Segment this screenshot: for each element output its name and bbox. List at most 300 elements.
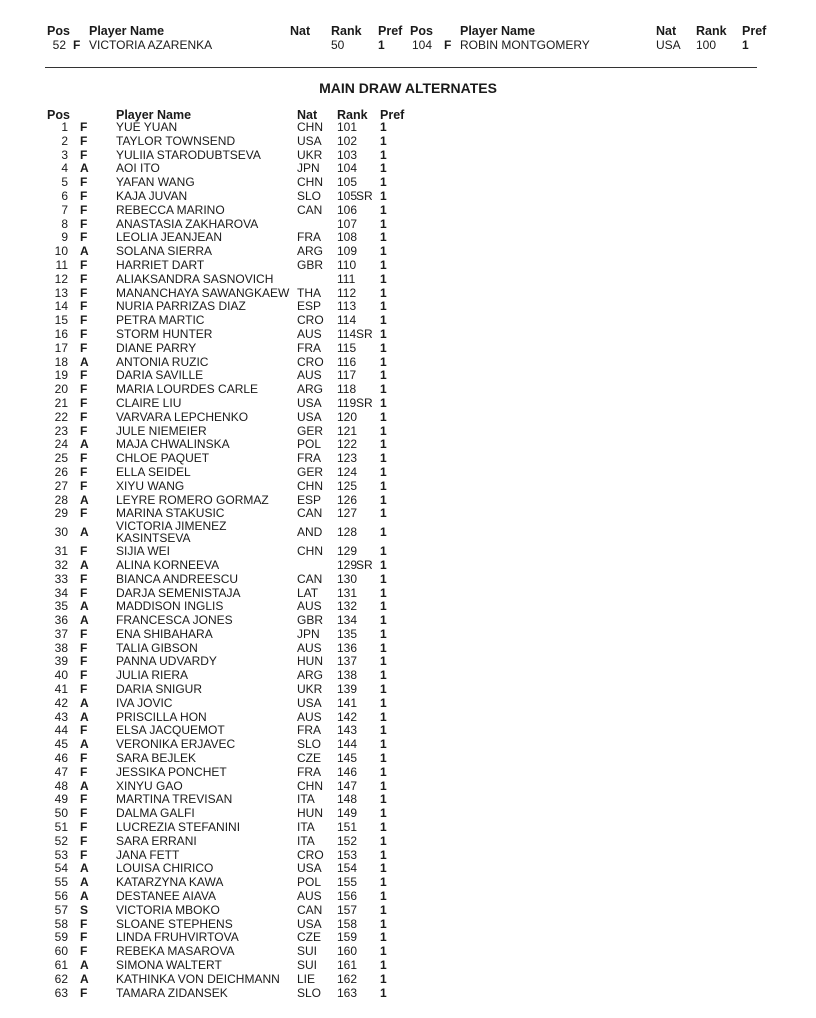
- header-nat: Nat: [290, 24, 311, 38]
- row-pos: 20: [54, 382, 68, 397]
- row-player-name: JULIA RIERA: [116, 668, 189, 683]
- row-pref: 1: [380, 916, 387, 931]
- table-row: [0, 862, 816, 876]
- row-rank: 143: [337, 723, 358, 738]
- row-pref: 1: [380, 464, 387, 479]
- row-pos: 32: [54, 557, 68, 572]
- row-pos: 53: [54, 847, 68, 862]
- row-rank: 162: [337, 971, 358, 986]
- alt-header-pref: Pref: [380, 108, 405, 122]
- header-rank: Rank: [331, 24, 362, 38]
- row-pos: 13: [54, 285, 68, 300]
- table-row: [0, 273, 816, 287]
- table-row: [0, 711, 816, 725]
- row-pos: 51: [54, 820, 68, 835]
- row-rank: 103: [337, 147, 358, 162]
- row-entry-type: F: [80, 230, 88, 245]
- row-rank: 161: [337, 958, 358, 973]
- row-nat: GER: [297, 423, 324, 438]
- table-row: [0, 162, 816, 176]
- row-pref: 1: [380, 354, 387, 369]
- row-pref: 1: [380, 326, 387, 341]
- row-player-name: BIANCA ANDREESCU: [116, 571, 239, 586]
- row-rank: 104: [337, 161, 358, 176]
- row-pref: 1: [380, 985, 387, 1000]
- row-player-name: PETRA MARTIC: [116, 313, 205, 328]
- row-pref: 1: [380, 792, 387, 807]
- table-row: [0, 425, 816, 439]
- row-rank: 129: [337, 544, 358, 559]
- row-nat: FRA: [297, 340, 321, 355]
- row-entry-type: F: [80, 257, 88, 272]
- table-row: [0, 600, 816, 614]
- table-row: [0, 945, 816, 959]
- row-pos: 33: [54, 571, 68, 586]
- row-pref: 1: [380, 599, 387, 614]
- row-rank: 149: [337, 806, 358, 821]
- row-nat: CHN: [297, 478, 323, 493]
- row-rank: 112: [337, 285, 357, 300]
- row-entry-type: F: [80, 506, 88, 521]
- table-row: [0, 149, 816, 163]
- table-row: [0, 973, 816, 987]
- row-nat: CAN: [297, 202, 323, 217]
- row-player-name: YULIIA STARODUBTSEVA: [116, 147, 261, 162]
- table-row: [0, 545, 816, 559]
- table-row: [0, 245, 816, 259]
- row-entry-type: A: [80, 161, 89, 176]
- row-entry-type: F: [80, 175, 88, 190]
- row-player-name: TALIA GIBSON: [116, 640, 198, 655]
- entry-rank-right: 100: [696, 38, 717, 52]
- row-pref: 1: [380, 737, 387, 752]
- entry-name-right: ROBIN MONTGOMERY: [460, 38, 590, 52]
- row-pref: 1: [380, 902, 387, 917]
- row-entry-type: F: [80, 585, 88, 600]
- table-row: [0, 559, 816, 573]
- row-player-name: LINDA FRUHVIRTOVA: [116, 930, 239, 945]
- row-rank: 147: [337, 778, 358, 793]
- row-rank: 158: [337, 916, 358, 931]
- row-pref: 1: [380, 640, 387, 655]
- row-pref: 1: [380, 525, 387, 540]
- table-row: [0, 835, 816, 849]
- row-pos: 14: [54, 299, 68, 314]
- row-nat: AUS: [297, 326, 322, 341]
- row-pos: 4: [61, 161, 68, 176]
- row-pref: 1: [380, 506, 387, 521]
- row-player-name: DESTANEE AIAVA: [116, 889, 217, 904]
- row-rank: 146: [337, 764, 358, 779]
- row-pos: 1: [61, 120, 68, 134]
- row-pref: 1: [380, 492, 387, 507]
- row-pos: 25: [54, 451, 68, 466]
- row-entry-type: A: [80, 958, 89, 973]
- row-entry-type: F: [80, 544, 88, 559]
- table-row: [0, 314, 816, 328]
- entry-pref-right: 1: [742, 38, 749, 52]
- row-player-name: DARJA SEMENISTAJA: [116, 585, 241, 600]
- row-entry-type: F: [80, 409, 88, 424]
- row-nat: SLO: [297, 985, 322, 1000]
- row-player-name: DARIA SNIGUR: [116, 682, 203, 697]
- row-entry-type: A: [80, 613, 89, 628]
- row-pref: 1: [380, 654, 387, 669]
- row-player-name: ELSA JACQUEMOT: [116, 723, 225, 738]
- row-rank: 113: [337, 299, 357, 314]
- row-pref: 1: [380, 930, 387, 945]
- row-entry-type: F: [80, 368, 88, 383]
- row-rank: 114: [337, 326, 357, 341]
- table-row: [0, 766, 816, 780]
- row-entry-type: F: [80, 271, 88, 286]
- table-row: [0, 807, 816, 821]
- row-pos: 11: [55, 257, 68, 272]
- table-row: [0, 752, 816, 766]
- row-player-name: ANTONIA RUZIC: [116, 354, 209, 369]
- entry-pref: 1: [378, 38, 385, 52]
- row-nat: ARG: [297, 668, 324, 683]
- row-pref: 1: [380, 709, 387, 724]
- table-row: [0, 959, 816, 973]
- row-nat: JPN: [297, 626, 320, 641]
- row-player-name: STORM HUNTER: [116, 326, 213, 341]
- row-nat: AUS: [297, 889, 322, 904]
- row-entry-type: F: [80, 216, 88, 231]
- row-player-name: KATHINKA VON DEICHMANN: [116, 971, 280, 986]
- row-nat: USA: [297, 695, 322, 710]
- row-pref: 1: [380, 682, 387, 697]
- row-player-name: DARIA SAVILLE: [116, 368, 204, 383]
- row-rank: 125: [337, 478, 358, 493]
- row-entry-type: A: [80, 599, 89, 614]
- row-rank: 129: [337, 557, 358, 572]
- table-row: [0, 287, 816, 301]
- row-nat: CRO: [297, 313, 324, 328]
- row-entry-type: F: [80, 340, 88, 355]
- row-nat: CAN: [297, 506, 323, 521]
- row-player-name: CHLOE PAQUET: [116, 451, 210, 466]
- row-player-name: TAMARA ZIDANSEK: [116, 985, 228, 1000]
- row-pos: 28: [54, 492, 68, 507]
- table-row: [0, 218, 816, 232]
- row-pref: 1: [380, 557, 387, 572]
- row-nat: CHN: [297, 120, 323, 134]
- row-player-name: VARVARA LEPCHENKO: [116, 409, 249, 424]
- row-pref: 1: [380, 613, 387, 628]
- row-rank: 157: [337, 902, 358, 917]
- row-nat: HUN: [297, 654, 323, 669]
- row-entry-type: F: [80, 202, 88, 217]
- header-pref: Pref: [378, 24, 403, 38]
- row-pref: 1: [380, 451, 387, 466]
- row-pref: 1: [380, 889, 387, 904]
- row-player-name: MANANCHAYA SAWANGKAEW: [116, 285, 290, 300]
- row-pref: 1: [380, 626, 387, 641]
- table-row: [0, 628, 816, 642]
- table-row: [0, 190, 816, 204]
- row-player-name: PANNA UDVARDY: [116, 654, 217, 669]
- row-entry-type: F: [80, 464, 88, 479]
- row-player-name: TAYLOR TOWNSEND: [116, 133, 236, 148]
- row-special-ranking: SR: [356, 557, 373, 572]
- row-entry-type: F: [80, 640, 88, 655]
- row-entry-type: F: [80, 299, 88, 314]
- row-pref: 1: [380, 764, 387, 779]
- row-nat: ITA: [297, 820, 315, 835]
- row-rank: 148: [337, 792, 358, 807]
- row-player-name: DIANE PARRY: [116, 340, 197, 355]
- row-nat: FRA: [297, 451, 321, 466]
- row-nat: AUS: [297, 599, 322, 614]
- row-nat: ITA: [297, 833, 315, 848]
- row-pos: 62: [54, 971, 68, 986]
- row-special-ranking: SR: [356, 188, 373, 203]
- row-nat: GER: [297, 464, 324, 479]
- row-rank: 128: [337, 525, 358, 540]
- row-nat: CZE: [297, 751, 321, 766]
- entry-type-right: F: [444, 38, 452, 52]
- row-pref: 1: [380, 120, 387, 134]
- row-nat: SLO: [297, 188, 322, 203]
- row-nat: CHN: [297, 544, 323, 559]
- row-rank: 141: [337, 695, 358, 710]
- row-pos: 63: [54, 985, 68, 1000]
- table-row: [0, 480, 816, 494]
- row-pref: 1: [380, 133, 387, 148]
- row-pref: 1: [380, 271, 387, 286]
- row-player-name: MARIA LOURDES CARLE: [116, 382, 259, 397]
- row-rank: 111: [337, 271, 356, 286]
- row-pos: 16: [54, 326, 68, 341]
- row-pref: 1: [380, 285, 387, 300]
- row-entry-type: F: [80, 930, 88, 945]
- header-nat-right: Nat: [656, 24, 677, 38]
- row-pos: 56: [54, 889, 68, 904]
- row-player-name: CLAIRE LIU: [116, 395, 182, 410]
- alt-header-pos: Pos: [47, 108, 70, 122]
- row-entry-type: A: [80, 525, 89, 540]
- entry-type: F: [73, 38, 81, 52]
- row-entry-type: A: [80, 889, 89, 904]
- row-pref: 1: [380, 847, 387, 862]
- row-rank: 160: [337, 944, 358, 959]
- table-row: [0, 655, 816, 669]
- row-entry-type: A: [80, 437, 89, 452]
- row-nat: FRA: [297, 723, 321, 738]
- row-pos: 52: [54, 833, 68, 848]
- row-entry-type: F: [80, 751, 88, 766]
- row-pref: 1: [380, 861, 387, 876]
- row-rank: 138: [337, 668, 358, 683]
- row-player-name: MARINA STAKUSIC: [116, 506, 225, 521]
- table-row: [0, 231, 816, 245]
- row-player-name: DALMA GALFI: [116, 806, 195, 821]
- row-rank: 114: [337, 313, 357, 328]
- row-pos: 49: [54, 792, 68, 807]
- row-pos: 42: [54, 695, 68, 710]
- top-header-row: [0, 24, 816, 38]
- row-pos: 35: [54, 599, 68, 614]
- row-pos: 39: [54, 654, 68, 669]
- table-row: [0, 697, 816, 711]
- row-pos: 44: [54, 723, 68, 738]
- row-nat: CAN: [297, 571, 323, 586]
- divider-line: [45, 67, 757, 68]
- row-nat: CAN: [297, 902, 323, 917]
- row-rank: 120: [337, 409, 358, 424]
- row-pos: 50: [54, 806, 68, 821]
- row-entry-type: A: [80, 861, 89, 876]
- row-pos: 58: [54, 916, 68, 931]
- alt-header-nat: Nat: [297, 108, 318, 122]
- row-nat: USA: [297, 916, 322, 931]
- row-pref: 1: [380, 437, 387, 452]
- header-player-name-right: Player Name: [460, 24, 536, 38]
- row-pos: 47: [54, 764, 68, 779]
- row-entry-type: F: [80, 806, 88, 821]
- row-entry-type: F: [80, 395, 88, 410]
- row-pref: 1: [380, 695, 387, 710]
- row-pref: 1: [380, 340, 387, 355]
- row-pref: 1: [380, 668, 387, 683]
- row-pos: 3: [61, 147, 68, 162]
- row-pos: 46: [54, 751, 68, 766]
- row-entry-type: F: [80, 820, 88, 835]
- row-nat: USA: [297, 395, 322, 410]
- row-player-name: SOLANA SIERRA: [116, 244, 213, 259]
- table-row: [0, 669, 816, 683]
- section-title: MAIN DRAW ALTERNATES: [319, 80, 497, 96]
- row-pos: 41: [54, 682, 68, 697]
- row-entry-type: A: [80, 709, 89, 724]
- row-pos: 7: [61, 202, 68, 217]
- row-pref: 1: [380, 958, 387, 973]
- row-rank: 139: [337, 682, 358, 697]
- row-player-name: ELLA SEIDEL: [116, 464, 191, 479]
- row-rank: 116: [337, 354, 357, 369]
- row-pref: 1: [380, 571, 387, 586]
- row-pos: 17: [54, 340, 68, 355]
- row-entry-type: F: [80, 833, 88, 848]
- row-entry-type: F: [80, 382, 88, 397]
- row-pos: 59: [54, 930, 68, 945]
- row-special-ranking: SR: [356, 395, 373, 410]
- row-player-name: NURIA PARRIZAS DIAZ: [116, 299, 246, 314]
- row-entry-type: F: [80, 188, 88, 203]
- row-pref: 1: [380, 423, 387, 438]
- row-rank: 151: [337, 820, 358, 835]
- row-pref: 1: [380, 230, 387, 245]
- alternates-list: [0, 121, 816, 1000]
- table-row: [0, 587, 816, 601]
- row-pos: 29: [54, 506, 68, 521]
- row-rank: 131: [337, 585, 358, 600]
- table-row: [0, 411, 816, 425]
- row-rank: 121: [337, 423, 358, 438]
- row-rank: 127: [337, 506, 358, 521]
- row-pos: 31: [54, 544, 68, 559]
- row-rank: 101: [337, 120, 358, 134]
- row-pos: 6: [61, 188, 68, 203]
- row-pos: 48: [54, 778, 68, 793]
- row-nat: GBR: [297, 257, 324, 272]
- row-rank: 108: [337, 230, 358, 245]
- row-rank: 124: [337, 464, 358, 479]
- row-pref: 1: [380, 820, 387, 835]
- row-rank: 132: [337, 599, 358, 614]
- row-rank: 155: [337, 875, 358, 890]
- row-pos: 34: [54, 585, 68, 600]
- table-row: [0, 397, 816, 411]
- row-player-name: JANA FETT: [116, 847, 180, 862]
- row-nat: AND: [297, 525, 323, 540]
- row-nat: AUS: [297, 640, 322, 655]
- table-row: [0, 573, 816, 587]
- row-entry-type: A: [80, 875, 89, 890]
- table-row: [0, 328, 816, 342]
- row-nat: LAT: [297, 585, 319, 600]
- row-nat: ARG: [297, 382, 324, 397]
- row-entry-type: S: [80, 902, 89, 917]
- row-pos: 61: [54, 958, 68, 973]
- entry-nat-right: USA: [656, 38, 681, 52]
- table-row: [0, 642, 816, 656]
- table-row: [0, 904, 816, 918]
- table-row: [0, 383, 816, 397]
- row-pos: 22: [54, 409, 68, 424]
- row-nat: AUS: [297, 368, 322, 383]
- table-row: [0, 494, 816, 508]
- row-pref: 1: [380, 723, 387, 738]
- row-pos: 27: [54, 478, 68, 493]
- row-player-name: LEOLIA JEANJEAN: [116, 230, 223, 245]
- row-rank: 159: [337, 930, 358, 945]
- row-rank: 119: [337, 395, 357, 410]
- row-player-name: XINYU GAO: [116, 778, 183, 793]
- row-pos: 36: [54, 613, 68, 628]
- row-player-name: JULE NIEMEIER: [116, 423, 207, 438]
- entry-pos: 52: [52, 38, 66, 52]
- row-entry-type: F: [80, 133, 88, 148]
- table-row: [0, 918, 816, 932]
- row-pos: 55: [54, 875, 68, 890]
- row-nat: CHN: [297, 175, 323, 190]
- row-pref: 1: [380, 944, 387, 959]
- row-player-name: SIJIA WEI: [116, 544, 171, 559]
- table-row: [0, 890, 816, 904]
- row-rank: 122: [337, 437, 358, 452]
- row-nat: ARG: [297, 244, 324, 259]
- row-player-name: KAJA JUVAN: [116, 188, 188, 203]
- table-row: [0, 987, 816, 1001]
- entry-name: VICTORIA AZARENKA: [89, 38, 213, 52]
- header-rank-right: Rank: [696, 24, 727, 38]
- row-entry-type: F: [80, 285, 88, 300]
- row-player-name: KATARZYNA KAWA: [116, 875, 224, 890]
- row-player-name: LUCREZIA STEFANINI: [116, 820, 241, 835]
- alt-header-player-name: Player Name: [116, 108, 192, 122]
- table-row: [0, 356, 816, 370]
- row-pos: 26: [54, 464, 68, 479]
- row-entry-type: F: [80, 668, 88, 683]
- row-rank: 163: [337, 985, 358, 1000]
- row-player-name: YUE YUAN: [116, 120, 178, 134]
- row-pos: 23: [54, 423, 68, 438]
- table-row: [0, 369, 816, 383]
- row-entry-type: F: [80, 571, 88, 586]
- row-nat: JPN: [297, 161, 320, 176]
